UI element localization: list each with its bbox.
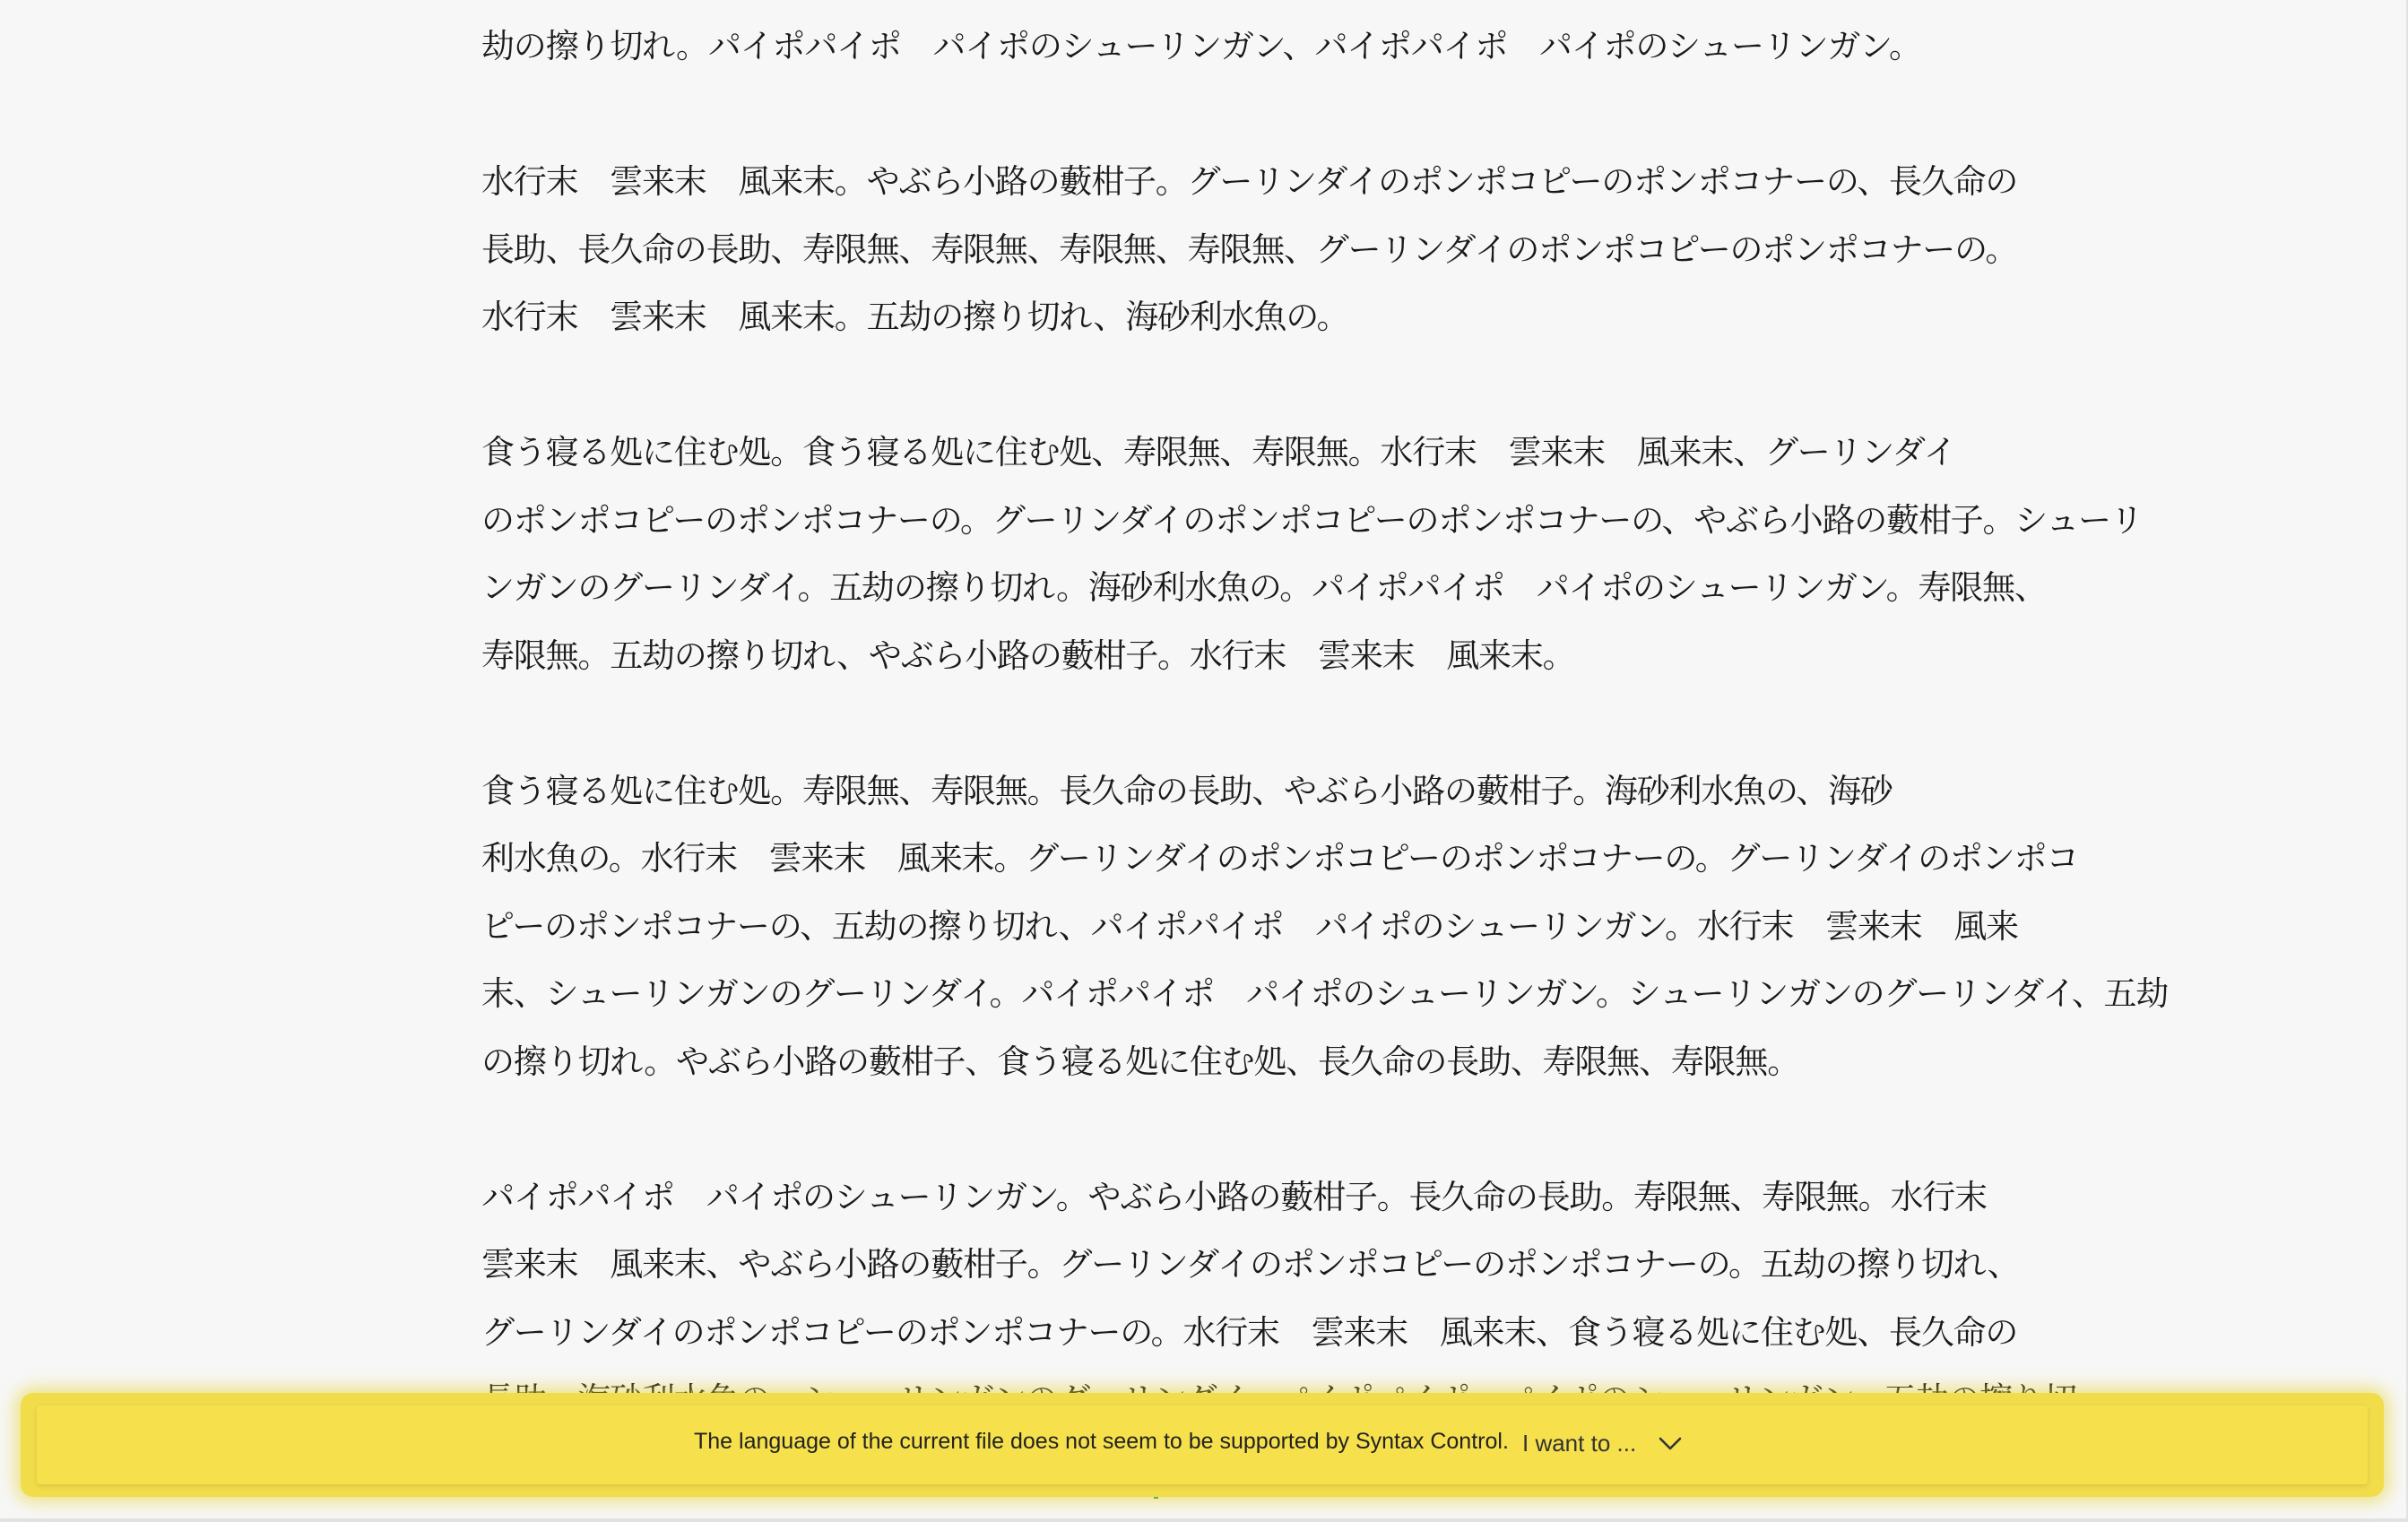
text-line: のポンポコピーのポンポコナーの。グーリンダイのポンポコピーのポンポコナーの、やぶら小路の藪柑子。シューリ [481, 500, 2143, 540]
text-line: 末、シューリンガンのグーリンダイ。パイポパイポ パイポのシューリンガン。シューリンガンのグーリンダイ、五劫 [481, 974, 2169, 1013]
text-line: 食う寝る処に住む処。食う寝る処に住む処、寿限無、寿限無。水行末 雲来末 風来末、グーリンダイ [481, 433, 1956, 471]
i-want-to-label: I want to ... [1522, 1429, 1637, 1457]
document-text-area[interactable] [481, 0, 2169, 1501]
blank-line [481, 81, 1934, 149]
text-line: 長助、長久命の長助、寿限無、寿限無、寿限無、寿限無、グーリンダイのポンポコピーのポンポコナーの。 [481, 229, 2018, 269]
blank-line [481, 689, 1934, 757]
text-line: ピーのポンポコナーの、五劫の擦り切れ、パイポパイポ パイポのシューリンガン。水行末 雲来末 風来 [481, 906, 2018, 946]
notification-panel [37, 1405, 2368, 1484]
text-line: パイポパイポ パイポのシューリンガン。やぶら小路の藪柑子。長久命の長助。寿限無、寿限無。水行末 [481, 1177, 1987, 1216]
notification-message: The language of the current file does not seem to be supported by Syntax Control. [694, 1429, 1509, 1454]
notification-bar [21, 1393, 2384, 1497]
text-line: の擦り切れ。やぶら小路の藪柑子、食う寝る処に住む処、長久命の長助、寿限無、寿限無。 [481, 1042, 1800, 1081]
text-line: 雲来末 風来末、やぶら小路の藪柑子。グーリンダイのポンポコピーのポンポコナーの。五劫の擦り切れ、 [481, 1245, 2020, 1284]
text-line: 利水魚の。水行末 雲来末 風来末。グーリンダイのポンポコピーのポンポコナーの。グーリンダイのポンポコ [481, 839, 2079, 878]
i-want-to-button[interactable] [1522, 1425, 1683, 1461]
text-line: 食う寝る処に住む処。寿限無、寿限無。長久命の長助、やぶら小路の藪柑子。海砂利水魚の、海砂 [481, 771, 1893, 810]
text-line: 水行末 雲来末 風来末。やぶら小路の藪柑子。グーリンダイのポンポコピーのポンポコナーの、長久命の [481, 162, 2018, 201]
blank-line [481, 1095, 1934, 1163]
text-line: ンガンのグーリンダイ。五劫の擦り切れ。海砂利水魚の。パイポパイポ パイポのシューリンガン。寿限無、 [481, 568, 2047, 607]
chevron-down-icon [1658, 1434, 1683, 1452]
blank-line [481, 351, 1934, 419]
text-line: グーリンダイのポンポコピーのポンポコナーの。水行末 雲来末 風来末、食う寝る処に住む処、長久命の [481, 1312, 2018, 1352]
text-line: 寿限無。五劫の擦り切れ、やぶら小路の藪柑子。水行末 雲来末 風来末。 [481, 636, 1575, 675]
text-line: 劫の擦り切れ。パイポパイポ パイポのシューリンガン、パイポパイポ パイポのシューリンガン。 [481, 27, 1921, 65]
text-line: 水行末 雲来末 風来末。五劫の擦り切れ、海砂利水魚の。 [481, 298, 1349, 336]
